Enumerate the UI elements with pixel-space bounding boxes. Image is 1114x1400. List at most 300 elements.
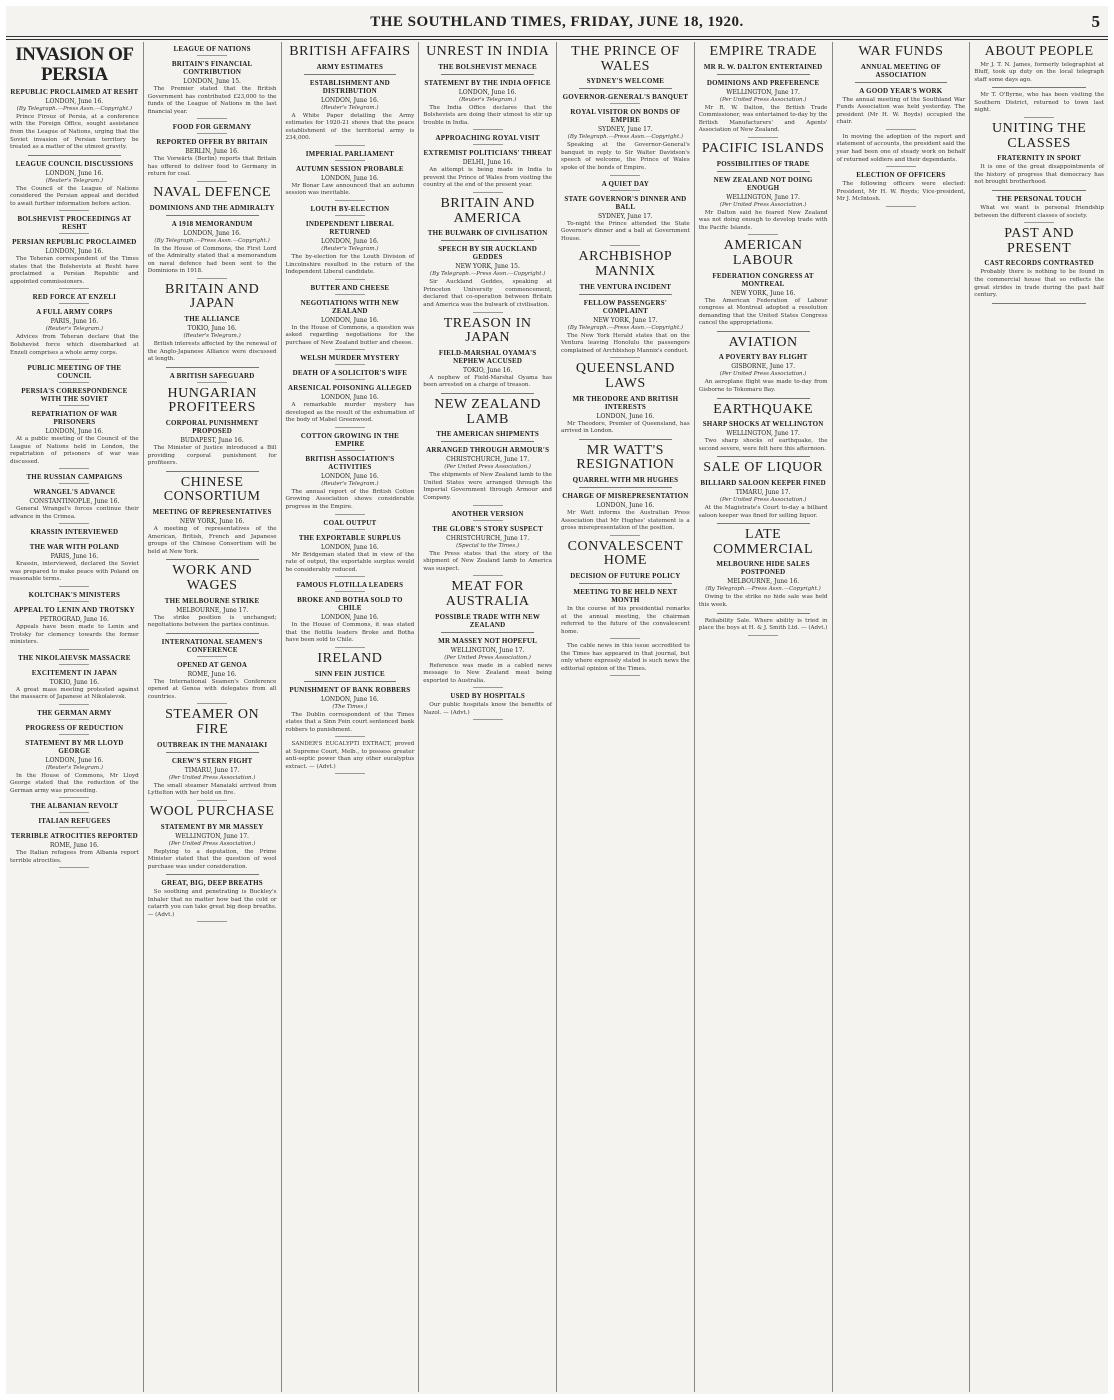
- article: [286, 741, 415, 774]
- article-divider: [579, 487, 672, 488]
- article-dateline: SYDNEY, June 17.: [598, 126, 653, 134]
- article-headline: WAR FUNDS: [858, 44, 944, 59]
- article-divider: [197, 278, 227, 279]
- article-dateline: LONDON, June 16.: [321, 472, 379, 480]
- article-dateline: NEW YORK, June 17.: [593, 316, 658, 324]
- article-byline: (Reuter's Telegram.): [45, 326, 104, 333]
- article-body: Appeals have been made to Lenin and Trotsky for clemency towards the former ministers.: [10, 624, 139, 646]
- article-dateline: BUDAPEST, June 16.: [180, 437, 244, 445]
- article-subheading: THE BULWARK OF CIVILISATION: [427, 229, 548, 238]
- article-byline: (Reuter's Telegram.): [183, 333, 241, 340]
- article-subheading: ELECTION OF OFFICERS: [856, 171, 946, 180]
- article-divider: [59, 405, 89, 406]
- article-subheading: LEAGUE COUNCIL DISCUSSIONS: [15, 159, 134, 168]
- article-divider: [335, 773, 365, 774]
- article-divider: [59, 210, 89, 211]
- article-divider: [473, 520, 503, 521]
- article-subheading: COAL OUTPUT: [323, 518, 377, 527]
- article-dateline: LONDON, June 16.: [45, 428, 104, 436]
- article-subheading: MEETING TO BE HELD NEXT MONTH: [573, 588, 678, 605]
- article-headline: NAVAL DEFENCE: [153, 184, 272, 200]
- article-divider: [59, 797, 89, 798]
- article-body: Replying to a deputation, the Prime Minister stated that the question of wool purchase was under consideration.: [147, 848, 277, 870]
- article-headline: CHINESE CONSORTIUM: [163, 474, 261, 505]
- article-divider: [59, 719, 89, 720]
- column-6: [695, 42, 833, 1392]
- article: [699, 403, 828, 458]
- article-dateline: LONDON, June 16.: [458, 88, 517, 96]
- article-subheading: A QUIET DAY: [601, 179, 650, 188]
- article: [423, 245, 552, 312]
- article-subheading: KRASSIN INTERVIEWED: [30, 528, 119, 537]
- article-body: In the House of Commons, it was stated that the flotilla leaders Broke and Botha have been sold to Chile.: [285, 622, 415, 644]
- article-body: In the House of Commons, the First Lord of the Admiralty stated that a memorandum on naval defence had been sent to the Dominions in 1918.: [147, 245, 277, 275]
- article-dateline: PARIS, June 16.: [50, 553, 99, 561]
- article: [286, 534, 415, 578]
- article-dateline: LONDON, June 16.: [321, 695, 379, 703]
- article-subheading: AUTUMN SESSION PROBABLE: [296, 164, 404, 173]
- article: [974, 92, 1104, 118]
- column-1: [6, 42, 144, 1392]
- article-subheading: FELLOW PASSENGERS' COMPLAINT: [583, 298, 668, 315]
- article-divider: [473, 575, 503, 576]
- article: [561, 93, 690, 104]
- masthead-title: THE SOUTHLAND TIMES, FRIDAY, JUNE 18, 1920.: [370, 14, 744, 30]
- article-divider: [610, 638, 640, 639]
- article-divider: [304, 681, 397, 682]
- article-subheading: CORPORAL PUNISHMENT PROPOSED: [165, 419, 259, 436]
- article-divider: [335, 591, 365, 592]
- article-headline: EARTHQUAKE: [713, 401, 814, 417]
- columns-container: [6, 42, 1108, 1392]
- article-headline: TREASON IN JAPAN: [443, 315, 532, 346]
- article-body: Mr Theodore, Premier of Queensland, has arrived in London.: [561, 420, 690, 435]
- article-subheading: POSSIBLE TRADE WITH NEW ZEALAND: [435, 612, 541, 629]
- article: [148, 60, 277, 119]
- article: [148, 372, 277, 383]
- article-subheading: TERRIBLE ATROCITIES REPORTED: [10, 832, 138, 841]
- article-body: A meeting of representatives of the American, British, French and Japanese groups of the Chinese Consortium will be held at New York.: [147, 526, 277, 555]
- article: [837, 87, 966, 130]
- article: [10, 543, 139, 587]
- article-subheading: OUTBREAK IN THE MANAIAKI: [156, 740, 268, 749]
- article-divider: [441, 393, 534, 394]
- article-byline: (Reuter's Telegram.): [45, 764, 104, 771]
- article-subheading: PERSIA'S CORRESPONDENCE WITH THE SOVIET: [21, 387, 128, 404]
- article: [10, 473, 139, 484]
- article: [561, 299, 690, 359]
- article-dateline: LONDON, June 16.: [596, 412, 655, 420]
- article-divider: [473, 687, 503, 688]
- article-divider: [717, 456, 810, 457]
- article-subheading: ANNUAL MEETING OF ASSOCIATION: [860, 62, 941, 79]
- article-divider: [59, 649, 89, 650]
- article-divider: [166, 559, 259, 560]
- article: [10, 724, 139, 735]
- article-subheading: FIELD-MARSHAL OYAMA'S NEPHEW ACCUSED: [438, 348, 537, 365]
- article-subheading: COTTON GROWING IN THE EMPIRE: [300, 431, 400, 448]
- article-divider: [59, 523, 89, 524]
- article-byline: (Per United Press Association.): [444, 464, 531, 471]
- article-divider: [197, 55, 227, 56]
- article-dateline: TOKIO, June 16.: [187, 325, 237, 333]
- article-subheading: THE GLOBE'S STORY SUSPECT: [432, 524, 543, 533]
- article-headline: AVIATION: [728, 334, 798, 350]
- article-body: At the Magistrate's Court to-day a billiard saloon keeper was fined for selling liquor.: [698, 505, 828, 519]
- article: [974, 45, 1104, 88]
- article: [286, 165, 415, 201]
- article-byline: (By Telegraph.—Press Assn.—Copyright.): [705, 586, 821, 593]
- article-headline: STEAMER ON FIRE: [165, 707, 260, 738]
- article-headline: BRITISH AFFAIRS: [289, 44, 411, 59]
- article-dateline: LONDON, June 16.: [321, 237, 379, 245]
- article: [699, 142, 828, 172]
- article-dateline: WELLINGTON, June 17.: [726, 430, 800, 438]
- article: [423, 45, 552, 75]
- article-divider: [335, 215, 365, 216]
- article-body: It is one of the great disappointments of the history of progress that democracy has not brought brotherhood.: [974, 164, 1104, 186]
- article-dateline: NEW YORK, June 16.: [179, 518, 245, 526]
- article-divider: [1024, 117, 1054, 118]
- article: [423, 317, 552, 394]
- article: [561, 643, 690, 676]
- article-divider: [59, 812, 89, 813]
- article: [561, 444, 690, 488]
- article-dateline: LONDON, June 16.: [321, 316, 379, 324]
- article-body: An aeroplane flight was made to-day from Gisborne to Tokomaru Bay.: [698, 379, 828, 393]
- article-divider: [59, 288, 89, 289]
- article: [148, 661, 277, 705]
- article-divider: [59, 483, 89, 484]
- article-subheading: THE NIKOLAIEVSK MASSACRE: [18, 653, 131, 662]
- article-subheading: STATE GOVERNOR'S DINNER AND BALL: [564, 194, 687, 211]
- article: [148, 805, 277, 875]
- article-dateline: LONDON, June 16.: [45, 248, 104, 256]
- article-subheading: SPEECH BY SIR AUCKLAND GEDDES: [438, 245, 538, 262]
- article-divider: [441, 632, 534, 633]
- article-divider: [335, 145, 365, 146]
- article-divider: [610, 535, 640, 536]
- article-divider: [335, 294, 365, 295]
- article-body: The by-election for the Louth Division of Lincolnshire resulted in the return of the Independent Liberal candidate.: [285, 253, 415, 276]
- article: [10, 410, 139, 469]
- article-headline: SALE OF LIQUOR: [703, 460, 824, 476]
- article-divider: [335, 529, 365, 530]
- article-divider: [748, 234, 778, 235]
- article-divider: [335, 514, 365, 515]
- article-body: A great mass meeting protested against the massacre of Japanese at Nikolaievsk.: [10, 686, 139, 701]
- article: [699, 239, 828, 332]
- article: [699, 461, 828, 524]
- article-dateline: SYDNEY, June 17.: [598, 212, 653, 220]
- article-dateline: BERLIN, June 16.: [185, 148, 239, 156]
- article-byline: (Per United Press Association.): [168, 774, 256, 781]
- article-byline: (By Telegraph.—Press Assn.—Copyright.): [429, 271, 546, 278]
- article-divider: [886, 129, 916, 130]
- masthead: [6, 6, 1108, 40]
- article-subheading: IMPERIAL PARLIAMENT: [305, 149, 394, 158]
- article-subheading: MR THEODORE AND BRITISH INTERESTS: [572, 394, 679, 411]
- article-divider: [197, 703, 227, 704]
- article-divider: [992, 303, 1086, 304]
- article-divider: [748, 137, 778, 138]
- article: [699, 176, 828, 236]
- article-divider: [166, 367, 259, 368]
- article-subheading: THE RUSSIAN CAMPAIGNS: [26, 473, 123, 482]
- article-subheading: USED BY HOSPITALS: [450, 692, 525, 701]
- article-divider: [335, 379, 365, 380]
- article-dateline: NEW YORK, June 16.: [730, 289, 796, 297]
- article-body: The Vorwärts (Berlin) reports that Britain has offered to deliver food to Germany in return for coal.: [147, 156, 277, 178]
- article-body: In the course of his presidential remarks at the annual meeting, the chairman referred to the future of the convalescent home.: [561, 606, 690, 635]
- article: [10, 308, 139, 360]
- article-body: The Minister of Justice introduced a Bill providing corporal punishment for profiteers.: [147, 445, 277, 467]
- article-dateline: TIMARU, June 17.: [735, 489, 791, 497]
- article-dateline: PARIS, June 16.: [50, 318, 99, 326]
- article-headline: AMERICAN LABOUR: [723, 238, 803, 268]
- article: [423, 692, 552, 720]
- article: [286, 581, 415, 592]
- column-3: [282, 42, 420, 1392]
- article: [148, 708, 277, 752]
- article-divider: [473, 312, 503, 313]
- article: [10, 591, 139, 602]
- article: [423, 134, 552, 145]
- article-divider: [197, 800, 227, 801]
- article: [286, 45, 415, 75]
- article-subheading: STATEMENT BY MR LLOYD GEORGE: [25, 738, 124, 755]
- article: [286, 384, 415, 428]
- article-body: Mr Bridgeman stated that in view of the rate of output, the exportable surplus would be considerably reduced.: [285, 551, 415, 573]
- article: [148, 138, 277, 182]
- article-subheading: BRITISH ASSOCIATION'S ACTIVITIES: [305, 454, 395, 471]
- article-divider: [304, 74, 397, 75]
- article-body: The Press states that the story of the shipment of New Zealand lamb to America was suspect.: [423, 550, 552, 572]
- article-body: To-night the Prince attended the State Governor's dinner and a ball at Government House.: [561, 220, 690, 242]
- article-subheading: THE ALBANIAN REVOLT: [30, 802, 119, 811]
- article-byline: (By Telegraph.—Press Assn.—Copyright.): [567, 324, 684, 331]
- article-divider: [579, 88, 672, 89]
- article-divider: [441, 74, 534, 75]
- article: [286, 455, 415, 515]
- article: [10, 817, 139, 828]
- article-body: Mr T. O'Byrne, who has been visiting the Southern District, returned to town last night.: [974, 92, 1104, 114]
- article: [561, 250, 690, 294]
- article-dateline: CONSTANTINOPLE, June 16.: [29, 498, 120, 506]
- article: [10, 387, 139, 406]
- article-byline: (By Telegraph.—Press Assn.—Copyright.): [154, 237, 270, 244]
- article: [423, 398, 552, 442]
- article: [10, 160, 139, 212]
- article-headline: WORK AND WAGES: [172, 563, 253, 593]
- article: [286, 220, 415, 280]
- article-dateline: LONDON, June 16.: [321, 96, 379, 104]
- article-dateline: TOKIO, June 16.: [462, 366, 513, 374]
- article-dateline: LONDON, June 16.: [596, 502, 655, 510]
- article-divider: [717, 398, 810, 399]
- article: [286, 369, 415, 380]
- article-divider: [473, 144, 503, 145]
- article-subheading: NEGOTIATIONS WITH NEW ZEALAND: [300, 298, 400, 315]
- article-body: The following officers were elected: President, Mr H. W. Royds; Vice-president, Mr J. McIntosh.: [836, 181, 966, 203]
- article-subheading: MEETING OF REPRESENTATIVES: [152, 508, 272, 517]
- article-divider: [166, 471, 259, 472]
- article-divider: [335, 576, 365, 577]
- article-subheading: THE AMERICAN SHIPMENTS: [436, 430, 540, 439]
- article-body: Mr Bonar Law announced that an autumn session was inevitable.: [285, 182, 415, 197]
- article-divider: [197, 382, 227, 383]
- article: [10, 215, 139, 234]
- article-dateline: LONDON, June 16.: [321, 174, 379, 182]
- article-body: In the House of Commons, a question was asked regarding negotiations for the purchase of New Zealand butter and cheese.: [285, 324, 415, 346]
- article-dateline: CHRISTCHURCH, June 17.: [446, 534, 530, 542]
- article-subheading: THE BOLSHEVIST MENACE: [438, 62, 537, 71]
- article-subheading: ARRANGED THROUGH ARMOUR'S: [426, 446, 550, 455]
- article-divider: [166, 752, 259, 753]
- article-subheading: FRATERNITY IN SPORT: [997, 154, 1081, 163]
- column-8: [970, 42, 1108, 1392]
- article: [699, 45, 828, 75]
- article-divider: [748, 635, 778, 636]
- article-subheading: A 1918 MEMORANDUM: [171, 219, 253, 228]
- article-divider: [717, 74, 810, 75]
- article-body: The India Office declares that the Bolshevists are doing their utmost to stir up trouble in India.: [423, 104, 552, 126]
- article-body: Mr Watt informs the Australian Press Association that Mr Hughes' statement is a gross misrepresentation of the position.: [561, 510, 690, 532]
- article-divider: [335, 647, 365, 648]
- article-subheading: QUARREL WITH MR HUGHES: [572, 476, 679, 485]
- article-divider: [992, 87, 1086, 88]
- article-divider: [717, 613, 810, 614]
- article: [561, 45, 690, 89]
- article-divider: [335, 279, 365, 280]
- article-byline: (Per United Press Association.): [719, 371, 807, 378]
- article-divider: [197, 181, 227, 182]
- article-headline: ARCHBISHOP MANNIX: [578, 249, 673, 279]
- article-subheading: STATEMENT BY THE INDIA OFFICE: [424, 78, 551, 87]
- article-divider: [610, 357, 640, 358]
- article-body: The cable news in this issue accredited to the Times has appeared in that journal, but only where expressly stated is such news the editorial opinion of the Times.: [561, 643, 690, 672]
- article: [423, 149, 552, 193]
- article-headline: MEAT FOR AUSTRALIA: [445, 579, 530, 609]
- article: [148, 564, 277, 633]
- article-divider: [28, 155, 121, 156]
- article-body: The annual report of the British Cotton Growing Association shows considerable progress in the Empire.: [285, 488, 415, 510]
- article-divider: [59, 586, 89, 587]
- article-divider: [610, 190, 640, 191]
- article-divider: [473, 719, 503, 720]
- article-dateline: ROME, June 16.: [187, 670, 237, 678]
- article: [423, 637, 552, 689]
- article-body: SANDER'S EUCALYPTI EXTRACT, proved at Supreme Court, Melb., to possess greater anti-septic power than any other eucalyptus extract. — (Advt.): [285, 741, 415, 770]
- article-subheading: EXCITEMENT IN JAPAN: [31, 668, 117, 677]
- article-subheading: ITALIAN REFUGEES: [38, 817, 111, 826]
- article-subheading: THE MELBOURNE STRIKE: [164, 596, 260, 605]
- article: [423, 580, 552, 632]
- article-subheading: FAMOUS FLOTILLA LEADERS: [296, 581, 404, 590]
- article: [423, 510, 552, 521]
- article-divider: [335, 160, 365, 161]
- article-body: An attempt is being made in India to prevent the Prince of Wales from visiting the country at the end of the present year.: [423, 167, 552, 189]
- article-subheading: GOVERNOR-GENERAL'S BANQUET: [562, 93, 689, 102]
- article: [561, 362, 690, 439]
- article: [286, 150, 415, 161]
- article-subheading: CHARGE OF MISREPRESENTATION: [562, 492, 689, 501]
- article-divider: [59, 734, 89, 735]
- article-body: The small steamer Manaiaki arrived from Lyttelton with her hold on fire.: [147, 782, 277, 797]
- article-body: In moving the adoption of the report and statement of accounts, the president said the year had been one of steady work on behalf of returned soldiers and their dependants.: [836, 133, 966, 163]
- page-number: 5: [1091, 12, 1100, 31]
- article-headline: UNITING THE CLASSES: [991, 120, 1087, 151]
- article-subheading: DECISION OF FUTURE POLICY: [570, 572, 681, 581]
- article-subheading: MR R. W. DALTON ENTERTAINED: [703, 62, 823, 71]
- article-divider: [197, 118, 227, 119]
- article-dateline: MELBOURNE, June 17.: [176, 606, 249, 614]
- article-body: The American Federation of Labour congress at Montreal adopted a resolution demanding that the United States Congress cancel the appropriations.: [698, 297, 828, 327]
- article-divider: [886, 166, 916, 167]
- article-subheading: REPUBLIC PROCLAIMED AT RESHT: [10, 87, 139, 96]
- article-subheading: THE EXPORTABLE SURPLUS: [298, 533, 401, 542]
- article: [561, 492, 690, 536]
- article-body: Two sharp shocks of earthquake, the second severe, were felt here this afternoon.: [698, 438, 828, 452]
- article-subheading: PROGRESS OF REDUCTION: [25, 723, 124, 732]
- article-body: A White Paper detailing the Army estimates for 1920-21 shows that the peace establishment of the territorial army is 234,000.: [285, 112, 415, 142]
- article: [10, 606, 139, 650]
- article-byline: (Per United Press Association.): [444, 654, 531, 661]
- article: [10, 654, 139, 665]
- article-divider: [579, 294, 672, 295]
- article-divider: [610, 175, 640, 176]
- article: [286, 79, 415, 146]
- article-byline: (Reuter's Telegram.): [321, 104, 379, 111]
- article-subheading: FEDERATION CONGRESS AT MONTREAL: [712, 271, 814, 288]
- article: [423, 446, 552, 505]
- article-divider: [197, 656, 227, 657]
- article: [561, 540, 690, 584]
- article-divider: [473, 192, 503, 193]
- article-subheading: DEATH OF A SOLICITOR'S WIFE: [292, 369, 408, 378]
- article-body: The Teheran correspondent of the Times states that the Bolshevists at Resht have proclaimed a Persian Republic and appointed commissioners.: [10, 256, 139, 285]
- article: [974, 195, 1104, 223]
- article-subheading: WRANGEL'S ADVANCE: [33, 488, 116, 497]
- article-subheading: SHARP SHOCKS AT WELLINGTON: [702, 420, 824, 429]
- article-body: Reliability Sale. Where ability is tried in place the boys at H. & J. Smith Ltd. — (Advt.): [698, 617, 828, 632]
- article: [837, 171, 966, 207]
- article-divider: [59, 359, 89, 360]
- article-divider: [197, 133, 227, 134]
- article-divider: [610, 245, 640, 246]
- article-subheading: BILLIARD SALOON KEEPER FINED: [700, 479, 826, 488]
- article-divider: [579, 439, 672, 440]
- article-body: General Wrangel's forces continue their advance in the Crimea.: [10, 506, 139, 520]
- article: [148, 638, 277, 657]
- article-headline: ABOUT PEOPLE: [984, 44, 1094, 59]
- article: [837, 134, 966, 167]
- column-2: [144, 42, 282, 1392]
- article-dateline: LONDON, June 16.: [45, 756, 104, 764]
- article-subheading: CAST RECORDS CONTRASTED: [984, 259, 1094, 268]
- article-body: The New York Herald states that on the Ventura leaving Honolulu the passengers complained of Archbishop Mannix's conduct.: [561, 332, 690, 354]
- article-divider: [59, 538, 89, 539]
- article-dateline: NEW YORK, June 15.: [455, 263, 520, 271]
- article-subheading: INDEPENDENT LIBERAL RETURNED: [305, 219, 394, 236]
- article-dateline: WELLINGTON, June 17.: [175, 832, 249, 840]
- article-body: A remarkable murder mystery has developed as the result of the exhumation of the body of Mabel Greenwood.: [285, 402, 415, 424]
- article-body: So soothing and penetrating is Buckley's Inhaler that no matter how bad the cold or catarrh you can take great big deep breaths. — (Advt.): [147, 889, 277, 918]
- article-divider: [335, 349, 365, 350]
- article-subheading: BRITAIN'S FINANCIAL CONTRIBUTION: [171, 60, 253, 76]
- article-subheading: SINN FEIN JUSTICE: [314, 669, 385, 678]
- article-subheading: FOOD FOR GERMANY: [172, 123, 252, 132]
